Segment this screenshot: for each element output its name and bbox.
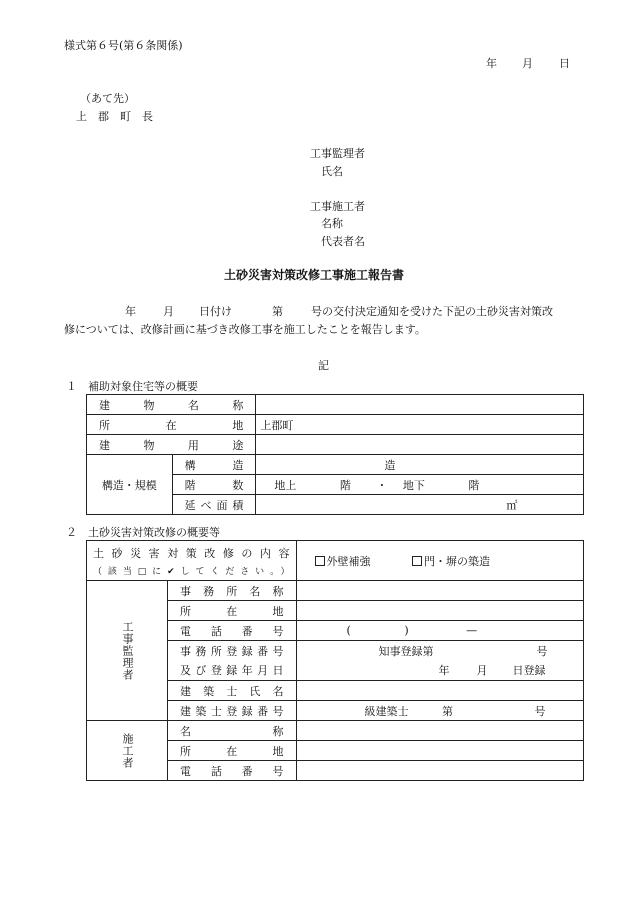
- table-row: [87, 721, 584, 741]
- registration-value[interactable]: [296, 641, 583, 681]
- row-label-contractor-phone: 電話番号: [180, 764, 284, 778]
- row-label-registration-1: 事務所登録番号: [180, 645, 284, 658]
- row-label-building-name: 建物名称: [99, 398, 244, 412]
- floors-below-unit: 階: [468, 478, 480, 492]
- architect-number-suffix: 号: [534, 704, 546, 718]
- date-day: 日: [559, 57, 570, 70]
- body-year: 年: [125, 305, 136, 318]
- option-exterior-wall[interactable]: 外壁補強: [315, 555, 371, 568]
- row-label-floors: 階数: [184, 478, 244, 492]
- option-gate-fence[interactable]: 門・塀の築造: [412, 555, 490, 568]
- addressee-name: 上 郡 町 長: [76, 110, 153, 123]
- phone-paren-open: (: [346, 624, 351, 637]
- section2-table: [86, 540, 584, 781]
- row-label-floor-area: 延べ面積: [184, 498, 244, 512]
- architect-number-prefix: 第: [442, 704, 454, 718]
- row-label-contractor-name: 名称: [180, 724, 284, 738]
- checkbox-icon[interactable]: [315, 556, 325, 566]
- table-row: [87, 541, 584, 581]
- checkbox-icon[interactable]: [412, 556, 422, 566]
- floors-value[interactable]: [256, 475, 584, 495]
- table-row: [87, 435, 584, 455]
- architect-registration-value[interactable]: [296, 701, 583, 721]
- body-number-label: 第: [272, 305, 283, 318]
- floors-above-label: 地上: [274, 478, 297, 492]
- content-note: （該当□に✔してください。）: [93, 566, 290, 577]
- document-title: 土砂災害対策改修工事施工報告書: [224, 268, 405, 282]
- row-label-structure: 構造: [184, 458, 244, 472]
- contractor-name-label: 名称: [321, 217, 343, 230]
- supervisor-title: 工事監理者: [310, 147, 365, 160]
- form-number: 様式第６号(第６条関係): [64, 39, 183, 52]
- contractor-phone-value[interactable]: [296, 761, 583, 781]
- table-row: [87, 395, 584, 415]
- row-label-office-name: 事務所名称: [180, 584, 284, 598]
- body-day-label: 日付け: [199, 305, 232, 318]
- registration-year: 年: [438, 663, 450, 677]
- row-label-registration-2: 及び登録年月日: [180, 664, 284, 677]
- body-month: 月: [163, 305, 174, 318]
- contractor-group-label: 施工者: [87, 721, 168, 781]
- structure-scale-label: 構造・規模: [87, 455, 173, 515]
- phone-dash: —: [466, 624, 478, 637]
- row-label-building-use: 建物用途: [99, 438, 244, 452]
- building-name-value[interactable]: [256, 395, 584, 415]
- contractor-location-value[interactable]: [296, 741, 583, 761]
- row-label-architect-name: 建築士氏名: [180, 684, 284, 698]
- supervisor-group-label: 工事監理者: [87, 581, 168, 721]
- floors-below-label: 地下: [402, 478, 425, 492]
- body-line2: 修については、改修計画に基づき改修工事を施工したことを報告します。: [64, 323, 426, 336]
- architect-name-value[interactable]: [296, 681, 583, 701]
- registration-month: 月: [476, 663, 488, 677]
- supervisor-name-label: 氏名: [321, 165, 343, 178]
- contractor-rep-label: 代表者名: [321, 235, 365, 248]
- section1-heading: １ 補助対象住宅等の概要: [66, 380, 198, 393]
- registration-label-cell: [168, 641, 297, 681]
- table-row: [87, 581, 584, 601]
- registration-suffix: 号: [536, 644, 548, 658]
- table-row: [87, 455, 584, 475]
- office-name-value[interactable]: [296, 581, 583, 601]
- registration-day: 日登録: [512, 663, 546, 677]
- row-label-office-location: 所在地: [180, 604, 284, 618]
- content-label-cell: [87, 541, 297, 581]
- table-row: [87, 415, 584, 435]
- floors-above-unit: 階: [339, 478, 351, 492]
- phone-paren-close: ): [404, 624, 409, 637]
- content-options: [296, 541, 583, 581]
- section1-table: [86, 394, 584, 515]
- floor-area-value[interactable]: ㎡: [256, 495, 584, 515]
- row-label-office-phone: 電話番号: [180, 624, 284, 638]
- office-location-value[interactable]: [296, 601, 583, 621]
- date-year: 年: [486, 57, 497, 70]
- row-label-architect-registration: 建築士登録番号: [180, 704, 284, 718]
- architect-class: 級建築士: [364, 704, 409, 718]
- structure-value[interactable]: 造: [256, 455, 584, 475]
- registration-date-line: [297, 661, 583, 680]
- row-label-location: 所在地: [99, 418, 244, 432]
- registration-prefix: 知事登録第: [378, 644, 434, 658]
- registration-number-line: [297, 642, 583, 661]
- section2-heading: ２ 土砂災害対策改修の概要等: [66, 526, 220, 539]
- contractor-title: 工事施工者: [310, 200, 365, 213]
- content-label: 土砂災害対策改修の内容: [93, 546, 290, 560]
- addressee-prefix: （あて先）: [80, 92, 135, 105]
- ki-mark: 記: [318, 359, 329, 372]
- row-label-contractor-location: 所在地: [180, 744, 284, 758]
- contractor-name-value[interactable]: [296, 721, 583, 741]
- office-phone-value[interactable]: [296, 621, 583, 641]
- floors-separator: ・: [376, 478, 388, 492]
- location-value[interactable]: 上郡町: [256, 415, 584, 435]
- date-month: 月: [522, 57, 533, 70]
- body-line1-rest: 号の交付決定通知を受けた下記の土砂災害対策改: [311, 305, 553, 318]
- building-use-value[interactable]: [256, 435, 584, 455]
